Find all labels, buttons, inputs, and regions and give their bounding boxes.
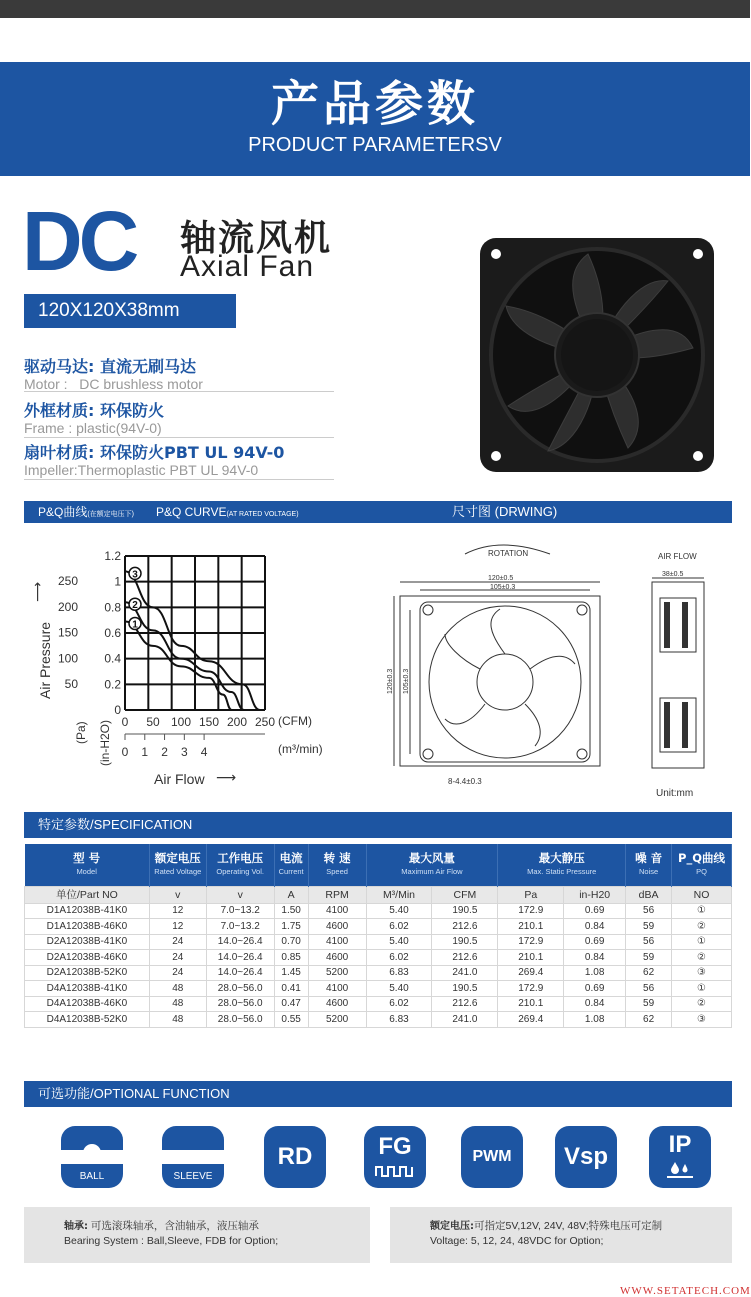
table-cell: D2A12038B-52K0 [25, 965, 150, 981]
table-cell: 48 [149, 996, 206, 1012]
ip-icon: IP [649, 1126, 711, 1188]
table-cell: 6.02 [366, 996, 432, 1012]
unit-cell: M³/Min [366, 886, 432, 903]
unit-cell: dBA [626, 886, 672, 903]
col-operating-voltage: 工作电压 Operating Vol. [206, 844, 274, 886]
x-unit-m3: (m³/min) [278, 742, 323, 756]
table-cell: 172.9 [498, 934, 564, 950]
table-row [25, 965, 732, 981]
table-cell: 210.1 [498, 919, 564, 935]
table-cell: 5.40 [366, 981, 432, 997]
table-cell: 28.0~56.0 [206, 1012, 274, 1028]
x-tick-cfm: 200 [226, 715, 248, 729]
x-tick-cfm: 0 [121, 715, 129, 729]
table-cell: D4A12038B-52K0 [25, 1012, 150, 1028]
table-cell: 0.41 [274, 981, 308, 997]
x-tick-m3: 1 [141, 745, 149, 759]
table-cell: 1.08 [564, 965, 626, 981]
table-cell: 24 [149, 950, 206, 966]
y-unit-inh2o: (in-H2O) [98, 719, 112, 766]
vsp-icon: Vsp [555, 1126, 617, 1188]
dim-105-label: 105±0.3 [490, 584, 516, 591]
table-cell: 6.02 [366, 919, 432, 935]
table-cell: 212.6 [432, 996, 498, 1012]
page-subtitle: PRODUCT PARAMETERSV [248, 134, 502, 156]
table-cell: 0.69 [564, 981, 626, 997]
table-cell: 59 [626, 950, 672, 966]
series-label-3: 3 [132, 569, 138, 581]
table-cell: 269.4 [498, 1012, 564, 1028]
table-cell: 14.0~26.4 [206, 950, 274, 966]
feature-frame-en: Frame : plastic(94V-0) [24, 420, 162, 436]
x-axis-arrow: ⟶ [216, 769, 237, 785]
col-rated-voltage: 额定电压 Rated Voltage [149, 844, 206, 886]
table-cell: 5200 [308, 965, 366, 981]
table-cell: 210.1 [498, 950, 564, 966]
y-tick-inh2o: 0 [114, 703, 121, 717]
table-cell: 0.84 [564, 919, 626, 935]
y-tick-pa: 50 [64, 677, 78, 692]
website-url: WWW.SETATECH.COM [620, 1285, 751, 1297]
table-cell: ② [672, 996, 732, 1012]
col-model: 型 号 Model [25, 844, 150, 886]
series-line-2 [125, 602, 244, 710]
table-row [25, 1012, 732, 1028]
product-size-badge: 120X120X38mm [24, 294, 236, 328]
y-tick-pa: 100 [57, 651, 78, 666]
table-cell: D1A12038B-46K0 [25, 919, 150, 935]
table-cell: 0.47 [274, 996, 308, 1012]
spec-unit-row [25, 886, 732, 903]
table-cell: 1.08 [564, 1012, 626, 1028]
air-flow-label: AIR FLOW [658, 552, 697, 561]
top-dark-bar [0, 0, 750, 18]
table-cell: 28.0~56.0 [206, 996, 274, 1012]
table-cell: ② [672, 950, 732, 966]
table-cell: 7.0~13.2 [206, 903, 274, 919]
table-cell: ③ [672, 1012, 732, 1028]
table-row [25, 934, 732, 950]
fg-icon: FG [364, 1126, 426, 1188]
table-cell: 28.0~56.0 [206, 981, 274, 997]
dim-120v-label: 120±0.3 [387, 668, 394, 694]
table-cell: 5.40 [366, 903, 432, 919]
table-cell: D2A12038B-46K0 [25, 950, 150, 966]
dimension-drawing [387, 534, 735, 804]
table-row [25, 950, 732, 966]
dim-105v-label: 105±0.3 [403, 668, 410, 694]
unit-cell: v [206, 886, 274, 903]
series-label-2: 2 [132, 600, 138, 612]
unit-cell: Pa [498, 886, 564, 903]
table-cell: 59 [626, 919, 672, 935]
table-cell: 190.5 [432, 934, 498, 950]
table-cell: 56 [626, 903, 672, 919]
y-tick-inh2o: 1 [114, 574, 121, 589]
table-row [25, 919, 732, 935]
feature-motor [24, 358, 334, 392]
table-cell: 190.5 [432, 903, 498, 919]
feature-frame-zh: 外框材质: 环保防火 [24, 401, 164, 420]
table-cell: 24 [149, 934, 206, 950]
table-cell: 241.0 [432, 1012, 498, 1028]
table-cell: 12 [149, 903, 206, 919]
table-cell: 269.4 [498, 965, 564, 981]
x-tick-m3: 0 [121, 745, 129, 759]
table-cell: 7.0~13.2 [206, 919, 274, 935]
table-cell: 4600 [308, 950, 366, 966]
unit-cell: v [149, 886, 206, 903]
voltage-note: 额定电压:可指定5V,12V, 24V, 48V;特殊电压可定制 Voltage: 5, 12, 24, 48VDC for Option; [390, 1207, 732, 1263]
optional-section-bar: 可选功能/OPTIONAL FUNCTION [24, 1081, 732, 1107]
table-cell: 6.83 [366, 965, 432, 981]
y-axis-label: Air Pressure [37, 621, 53, 699]
table-cell: 5.40 [366, 934, 432, 950]
water-drop-icon [665, 1160, 695, 1180]
col-pq: P_Q曲线 PQ [672, 844, 732, 886]
table-cell: 62 [626, 965, 672, 981]
y-tick-inh2o: 0.4 [104, 651, 121, 666]
chart-grid [125, 556, 265, 710]
table-cell: 212.6 [432, 919, 498, 935]
col-noise: 噪 音 Noise [626, 844, 672, 886]
table-cell: 48 [149, 981, 206, 997]
table-cell: 6.83 [366, 1012, 432, 1028]
product-name-en: Axial Fan [180, 250, 315, 283]
table-row [25, 981, 732, 997]
bearing-note: 轴承: 可选滚珠轴承，含油轴承，液压轴承 Bearing System : Ball,Sleeve, FDB for Option; [24, 1207, 370, 1263]
table-cell: 0.84 [564, 996, 626, 1012]
table-cell: 56 [626, 934, 672, 950]
feature-impeller-en: Impeller:Thermoplastic PBT UL 94V-0 [24, 462, 259, 478]
dim-120-label: 120±0.5 [488, 575, 514, 582]
unit-label: Unit:mm [656, 788, 694, 799]
table-cell: 4600 [308, 996, 366, 1012]
pq-label-zh: P&Q曲线(在额定电压下) [38, 505, 135, 519]
x-tick-cfm: 50 [146, 715, 160, 729]
spec-table [24, 844, 732, 1028]
unit-cell: in-H20 [564, 886, 626, 903]
pulse-icon [375, 1164, 415, 1178]
unit-cell: NO [672, 886, 732, 903]
feature-motor-zh: 驱动马达: 直流无刷马达 [24, 357, 196, 376]
table-cell: 14.0~26.4 [206, 934, 274, 950]
y-axis-arrow: ⟶ [29, 581, 45, 602]
x-tick-cfm: 100 [170, 715, 192, 729]
table-cell: 210.1 [498, 996, 564, 1012]
x-tick-m3: 4 [200, 745, 208, 759]
table-cell: 241.0 [432, 965, 498, 981]
table-cell: 4100 [308, 934, 366, 950]
series-line-3 [125, 571, 260, 710]
col-max-pressure: 最大静压 Max. Static Pressure [498, 844, 626, 886]
table-cell: 1.75 [274, 919, 308, 935]
table-row [25, 996, 732, 1012]
hole-dim-label: 8-4.4±0.3 [448, 777, 482, 786]
table-cell: 4100 [308, 981, 366, 997]
y-tick-inh2o: 0.6 [104, 626, 121, 640]
table-cell: ③ [672, 965, 732, 981]
table-cell: ① [672, 903, 732, 919]
y-tick-inh2o: 0.8 [104, 600, 121, 615]
drawing-label: 尺寸图 (DRWING) [452, 504, 558, 519]
unit-cell: RPM [308, 886, 366, 903]
y-tick-inh2o: 1.2 [104, 549, 121, 563]
feature-impeller [24, 444, 334, 480]
series-label-1: 1 [132, 619, 138, 631]
table-cell: 0.70 [274, 934, 308, 950]
table-cell: 0.69 [564, 903, 626, 919]
table-cell: 172.9 [498, 903, 564, 919]
table-cell: 14.0~26.4 [206, 965, 274, 981]
table-cell: 0.69 [564, 934, 626, 950]
spec-header-row [25, 844, 732, 886]
dc-logo: DC [22, 194, 136, 288]
table-cell: 1.50 [274, 903, 308, 919]
pwm-icon: PWM [461, 1126, 523, 1188]
x-tick-m3: 2 [161, 745, 168, 759]
table-cell: D4A12038B-41K0 [25, 981, 150, 997]
table-cell: 6.02 [366, 950, 432, 966]
chart-series [125, 567, 260, 710]
table-cell: 212.6 [432, 950, 498, 966]
spec-section-bar: 特定参数/SPECIFICATION [24, 812, 732, 838]
table-cell: 0.84 [564, 950, 626, 966]
table-cell: 190.5 [432, 981, 498, 997]
product-name-zh: 轴流风机 [180, 218, 333, 259]
table-cell: 4100 [308, 903, 366, 919]
table-cell: 48 [149, 1012, 206, 1028]
pq-label-en: P&Q CURVE(AT RATED VOLTAGE) [156, 505, 299, 519]
rd-icon: RD [264, 1126, 326, 1188]
table-cell: 1.45 [274, 965, 308, 981]
page-title: 产品参数 [270, 76, 479, 132]
table-cell: 24 [149, 965, 206, 981]
y-unit-pa: (Pa) [74, 721, 88, 744]
rotation-label: ROTATION [488, 549, 529, 558]
col-current: 电流 Current [274, 844, 308, 886]
series-line-1 [125, 621, 232, 710]
feature-motor-en: Motor : DC brushless motor [24, 376, 203, 392]
table-cell: 172.9 [498, 981, 564, 997]
title-banner [0, 62, 750, 176]
table-cell: 0.85 [274, 950, 308, 966]
x-axis-label: Air Flow [154, 771, 205, 787]
x-tick-m3: 3 [180, 745, 188, 759]
table-cell: 12 [149, 919, 206, 935]
table-cell: ① [672, 981, 732, 997]
y-tick-pa: 150 [57, 625, 78, 640]
x-unit-cfm: (CFM) [278, 714, 312, 728]
col-max-airflow: 最大风量 Maximum Air Flow [366, 844, 498, 886]
feature-impeller-zh: 扇叶材质: 环保防火PBT UL 94V-0 [24, 443, 285, 462]
table-row [25, 903, 732, 919]
table-cell: D1A12038B-41K0 [25, 903, 150, 919]
x-tick-cfm: 150 [198, 715, 220, 729]
col-speed: 转 速 Speed [308, 844, 366, 886]
y-tick-pa: 250 [57, 574, 78, 589]
y-tick-inh2o: 0.2 [104, 677, 121, 692]
unit-cell: 单位/Part NO [25, 886, 150, 903]
pq-section-bar [24, 501, 732, 523]
ball-bearing-icon: BALL [61, 1126, 123, 1188]
unit-cell: A [274, 886, 308, 903]
table-cell: ② [672, 919, 732, 935]
table-cell: D2A12038B-41K0 [25, 934, 150, 950]
pq-chart [30, 544, 360, 794]
table-cell: 62 [626, 1012, 672, 1028]
table-cell: D4A12038B-46K0 [25, 996, 150, 1012]
feature-frame [24, 402, 334, 438]
table-cell: 59 [626, 996, 672, 1012]
sleeve-bearing-icon: SLEEVE [162, 1126, 224, 1188]
unit-cell: CFM [432, 886, 498, 903]
table-cell: 0.55 [274, 1012, 308, 1028]
table-cell: 5200 [308, 1012, 366, 1028]
y-tick-pa: 200 [57, 599, 78, 614]
table-cell: 4600 [308, 919, 366, 935]
table-cell: ① [672, 934, 732, 950]
dim-38-label: 38±0.5 [662, 571, 684, 578]
fan-photo-icon [478, 236, 716, 474]
table-cell: 56 [626, 981, 672, 997]
x-tick-cfm: 250 [254, 715, 276, 729]
